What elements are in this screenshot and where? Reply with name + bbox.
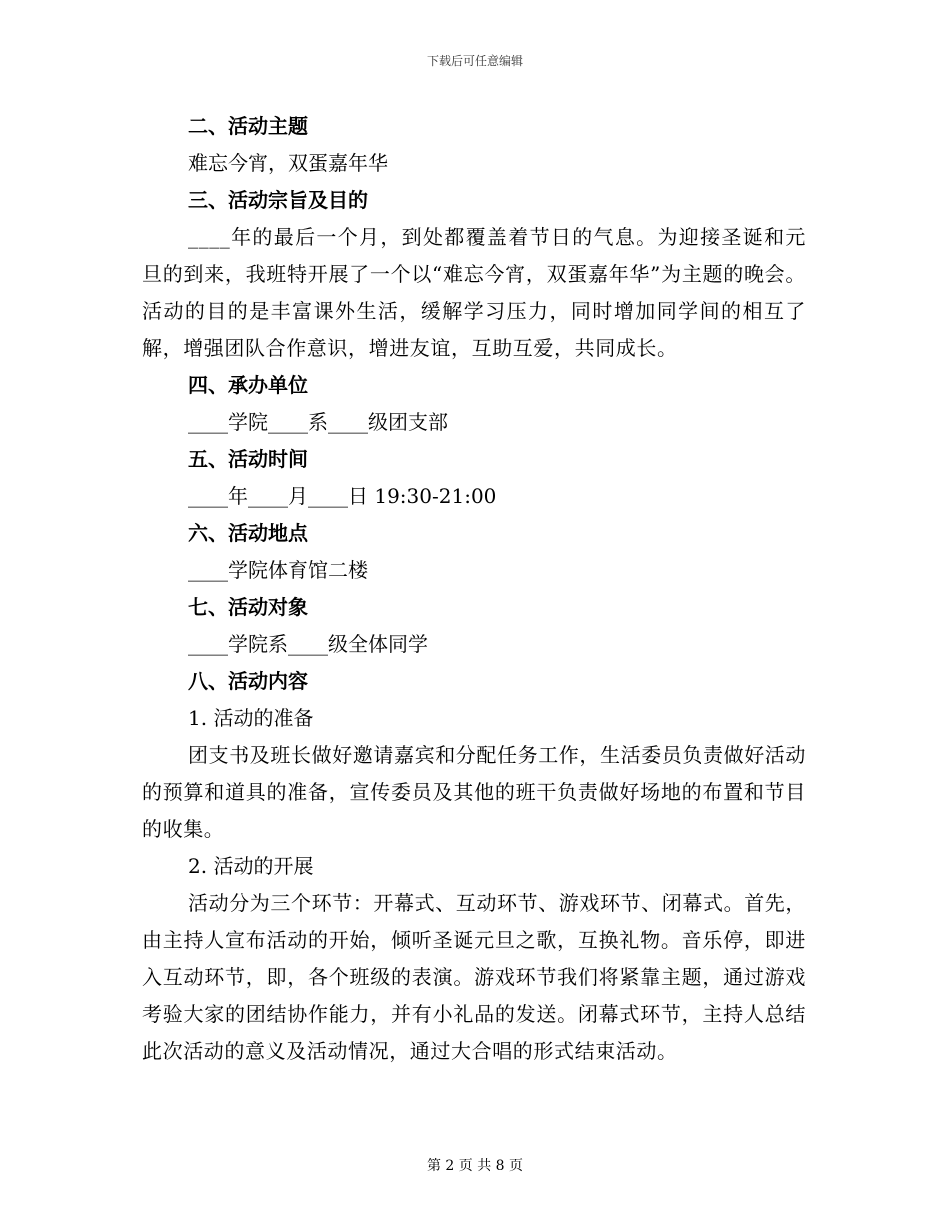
section-body-time: ____年____月____日 19:30-21:00	[188, 484, 497, 508]
section-body-theme: 难忘今宵，双蛋嘉年华	[188, 151, 388, 175]
page-header: 下载后可任意编辑	[426, 54, 523, 68]
section-heading-location: 六、活动地点	[188, 521, 308, 545]
section-heading-audience: 七、活动对象	[188, 595, 308, 619]
section-body-location: ____学院体育馆二楼	[188, 558, 368, 582]
section-heading-content: 八、活动内容	[188, 669, 308, 693]
page-footer: 第 2 页 共 8 页	[426, 1158, 524, 1174]
subsection-body-preparation: 团支书及班长做好邀请嘉宾和分配任务工作，生活委员负责做好活动的预算和道具的准备，宣传委员及其他的班干负责做好场地的布置和节目的收集。	[142, 743, 806, 841]
subsection-title-preparation: 1. 活动的准备	[188, 706, 314, 730]
subsection-body-execution: 活动分为三个环节：开幕式、互动环节、游戏环节、闭幕式。首先，由主持人宣布活动的开始，倾听圣诞元旦之歌，互换礼物。音乐停，即进入互动环节，即，各个班级的表演。游戏环节我们将紧靠主题，通过游戏考验大家的团结协作能力，并有小礼品的发送。闭幕式环节，主持人总结此次活动的意义及活动情况，通过大合唱的形式结束活动。	[142, 891, 806, 1063]
section-heading-purpose: 三、活动宗旨及目的	[188, 188, 368, 212]
document-body	[142, 108, 806, 1070]
section-heading-organizer: 四、承办单位	[188, 373, 308, 397]
section-body-purpose: ____年的最后一个月，到处都覆盖着节日的气息。为迎接圣诞和元旦的到来，我班特开展了一个以“难忘今宵，双蛋嘉年华”为主题的晚会。活动的目的是丰富课外生活，缓解学习压力，同时增加同学间的相互了解，增强团队合作意识，增进友谊，互助互爱，共同成长。	[142, 225, 806, 360]
section-body-audience: ____学院系____级全体同学	[188, 632, 428, 656]
subsection-title-execution: 2. 活动的开展	[188, 854, 314, 878]
section-heading-time: 五、活动时间	[188, 447, 308, 471]
section-body-organizer: ____学院____系____级团支部	[188, 410, 448, 434]
section-heading-theme: 二、活动主题	[188, 114, 308, 138]
